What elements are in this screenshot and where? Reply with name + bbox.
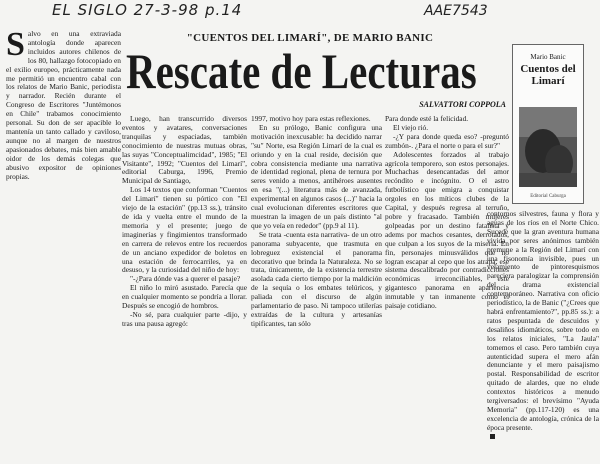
column-1 [6, 26, 121, 181]
book-cover [512, 44, 584, 204]
handwritten-date-note: EL SIGLO 27-3-98 p.14 [52, 1, 243, 19]
paragraph: En su prólogo, Banic configura una motivación inexcusable: ha decidido narrar "su" Norte, esa Región Limarí de la cual es oriundo y en la cual reside, decisión que cobra consistencia mediante una narrativa de identidad regional, plena de ternura por seres venido a menos, antihéroes ausentes en esa "(...) literatura más de avanzada, experimental en algunos casos (...)" hacia la cual evolucionan diferentes escritores que muestran la imagen de un país distinto "al que yo veía en rededor" (pp.9 al 11). [251, 122, 382, 230]
end-mark [490, 434, 495, 439]
book-publisher: Editorial Caburga [530, 194, 566, 199]
paragraph: Adolescentes forzados al trabajo agrícola temporero, son estos personajes. Muchachas desencantadas del amor recóndito e incógnito. O el astro futbolístico que emigra a conquistar orgoles en los míticos clubes de la Capital, y después regresa al terruño, pobre y fracasado. También mujeres golpeadas por un destino fatalista y adems por machos cesantes, derrotados, que culpan a los suyos de la miseria. En fin, personajes minusválidos que no logran escapar al cepo que los atrapa, ese sistema descalibrado por contradicciones económicas irreconciliables, este gigantesco panorama en apariencia inmutable y tan inmanente como el paisaje cotidiano. [385, 149, 509, 311]
column-2 [122, 115, 247, 329]
paragraph: Se trata -cuenta esta narrativa- de un otro panorama subyacente, que trasmuta en lobreguez existencial el panorama decorativo que brinda la Naturaleza. No se trata, únicamente, de la existencia terrestre asolada cada cierto tiempo por la maldición de la sequía o los embates telúricos, y paliada con el discurso de algún parlamentario de paso. Ni tampoco utilerías extraídas de la cultura y artesanías tipificantes, tan sólo [251, 229, 382, 328]
paragraph: "-¿Para dónde vas a querer el pasaje? [130, 274, 241, 284]
paragraph: contornos silvestres, fauna y flora y aguas de los ríos en el Norte Chico. Sucede que la gran aventura humana vivida por seres anónimos también premune a la Región del Limarí con una fisonomía invisible, pues un velamiento de pintoresquismos pareciera paralogizar la comprensión del drama existencial contemporáneo. Narrativa con oficio periodístico, la de Banic ("¿Crees que habrá enfrentamiento?", pp.85 ss.): a ratos pespuntada de descuidos y desaliños idiomáticos, sobre todo en los relatos iniciales, "La Jaula" tomemos el caso. Pero también cuya autenticidad supera el mero afán denunciante y el mero paisajismo postal. Responsabilidad de escritor quitado de alardes, que no elude contextos históricos a menudo tergiversados: el brevísimo "Ayuda Memoria" (pp.117-120) es una excelencia de antología, crónica de la época presente. [487, 210, 599, 432]
paragraph: Luego, han transcurrido diversos eventos y avatares, conversaciones tranquilas y espaciadas, también conocimiento de nuestras mutuas obras, las suyas "Conceptualimcidad", 1985; "El Visitante", 1992; "Cuentos del Limarí", editorial Caburga, 1996, Premio Municipal de Santiago, [122, 114, 247, 186]
handwritten-code-note: AAE7543 [424, 3, 488, 19]
column-1-text: alvo en una extraviada antología donde aparecen incluidos autores chilenos de los 80, hallazgo fotocopiado en el exilio europeo, prácticamente nada me permitió un encuentro cabal con los relatos de Mario Banic, periodista y narrador. Recién durante el Congreso de Escritores "Juntémonos en Chile" trabamos conocimiento personal. Su don de ser apacible lo mantenía un tanto callado y caviloso, aunque no al margen de nuestros apasionados debates, más bien amable oidor de los demás colegas que abusivo expositor de opiniones propias. [6, 29, 121, 181]
book-author: Mario Banic [530, 53, 566, 61]
article-kicker: "CUENTOS DEL LIMARÍ", DE MARIO BANIC [186, 32, 434, 44]
article-byline: SALVATTORI COPPOLA [419, 100, 506, 109]
paragraph: El niño lo miró asustado. Parecía que en cualquier momento se pondría a llorar. Después se encogió de hombros. [122, 283, 247, 311]
article-headline: Rescate de Lecturas [126, 43, 477, 99]
paragraph: Para donde esté la felicidad. [385, 115, 469, 123]
book-title: Cuentos del Limarí [520, 63, 576, 87]
column-5 [487, 210, 599, 464]
column-3 [251, 115, 382, 462]
book-cover-photo [519, 107, 577, 187]
paragraph: -¿Y para donde queda eso? -preguntó zumbón-. ¿Para el norte o para el sur?" [385, 131, 509, 150]
paragraph: 1997, motivo hoy para estas reflexiones. [251, 115, 371, 123]
drop-cap: S [6, 26, 25, 63]
paragraph: El viejo rió. [393, 122, 429, 132]
paragraph: -No sé, para cualquier parte -dijo, y tras una pausa agregó: [122, 309, 247, 328]
paragraph: Los 14 textos que conforman "Cuentos del Limarí" tienen su pórtico con "El viejo de la estación" (pp.13 ss.), tránsito de ida y vuelta entre el mundo de la memoria y el presente; juego de imaginerías y fingimientos transformado en carrera de relevos entre los recuerdos de un anciano expedidor de boletos en una estación de ferrocarriles, ya en desuso, y la curiosidad del niño de hoy: [122, 185, 247, 275]
